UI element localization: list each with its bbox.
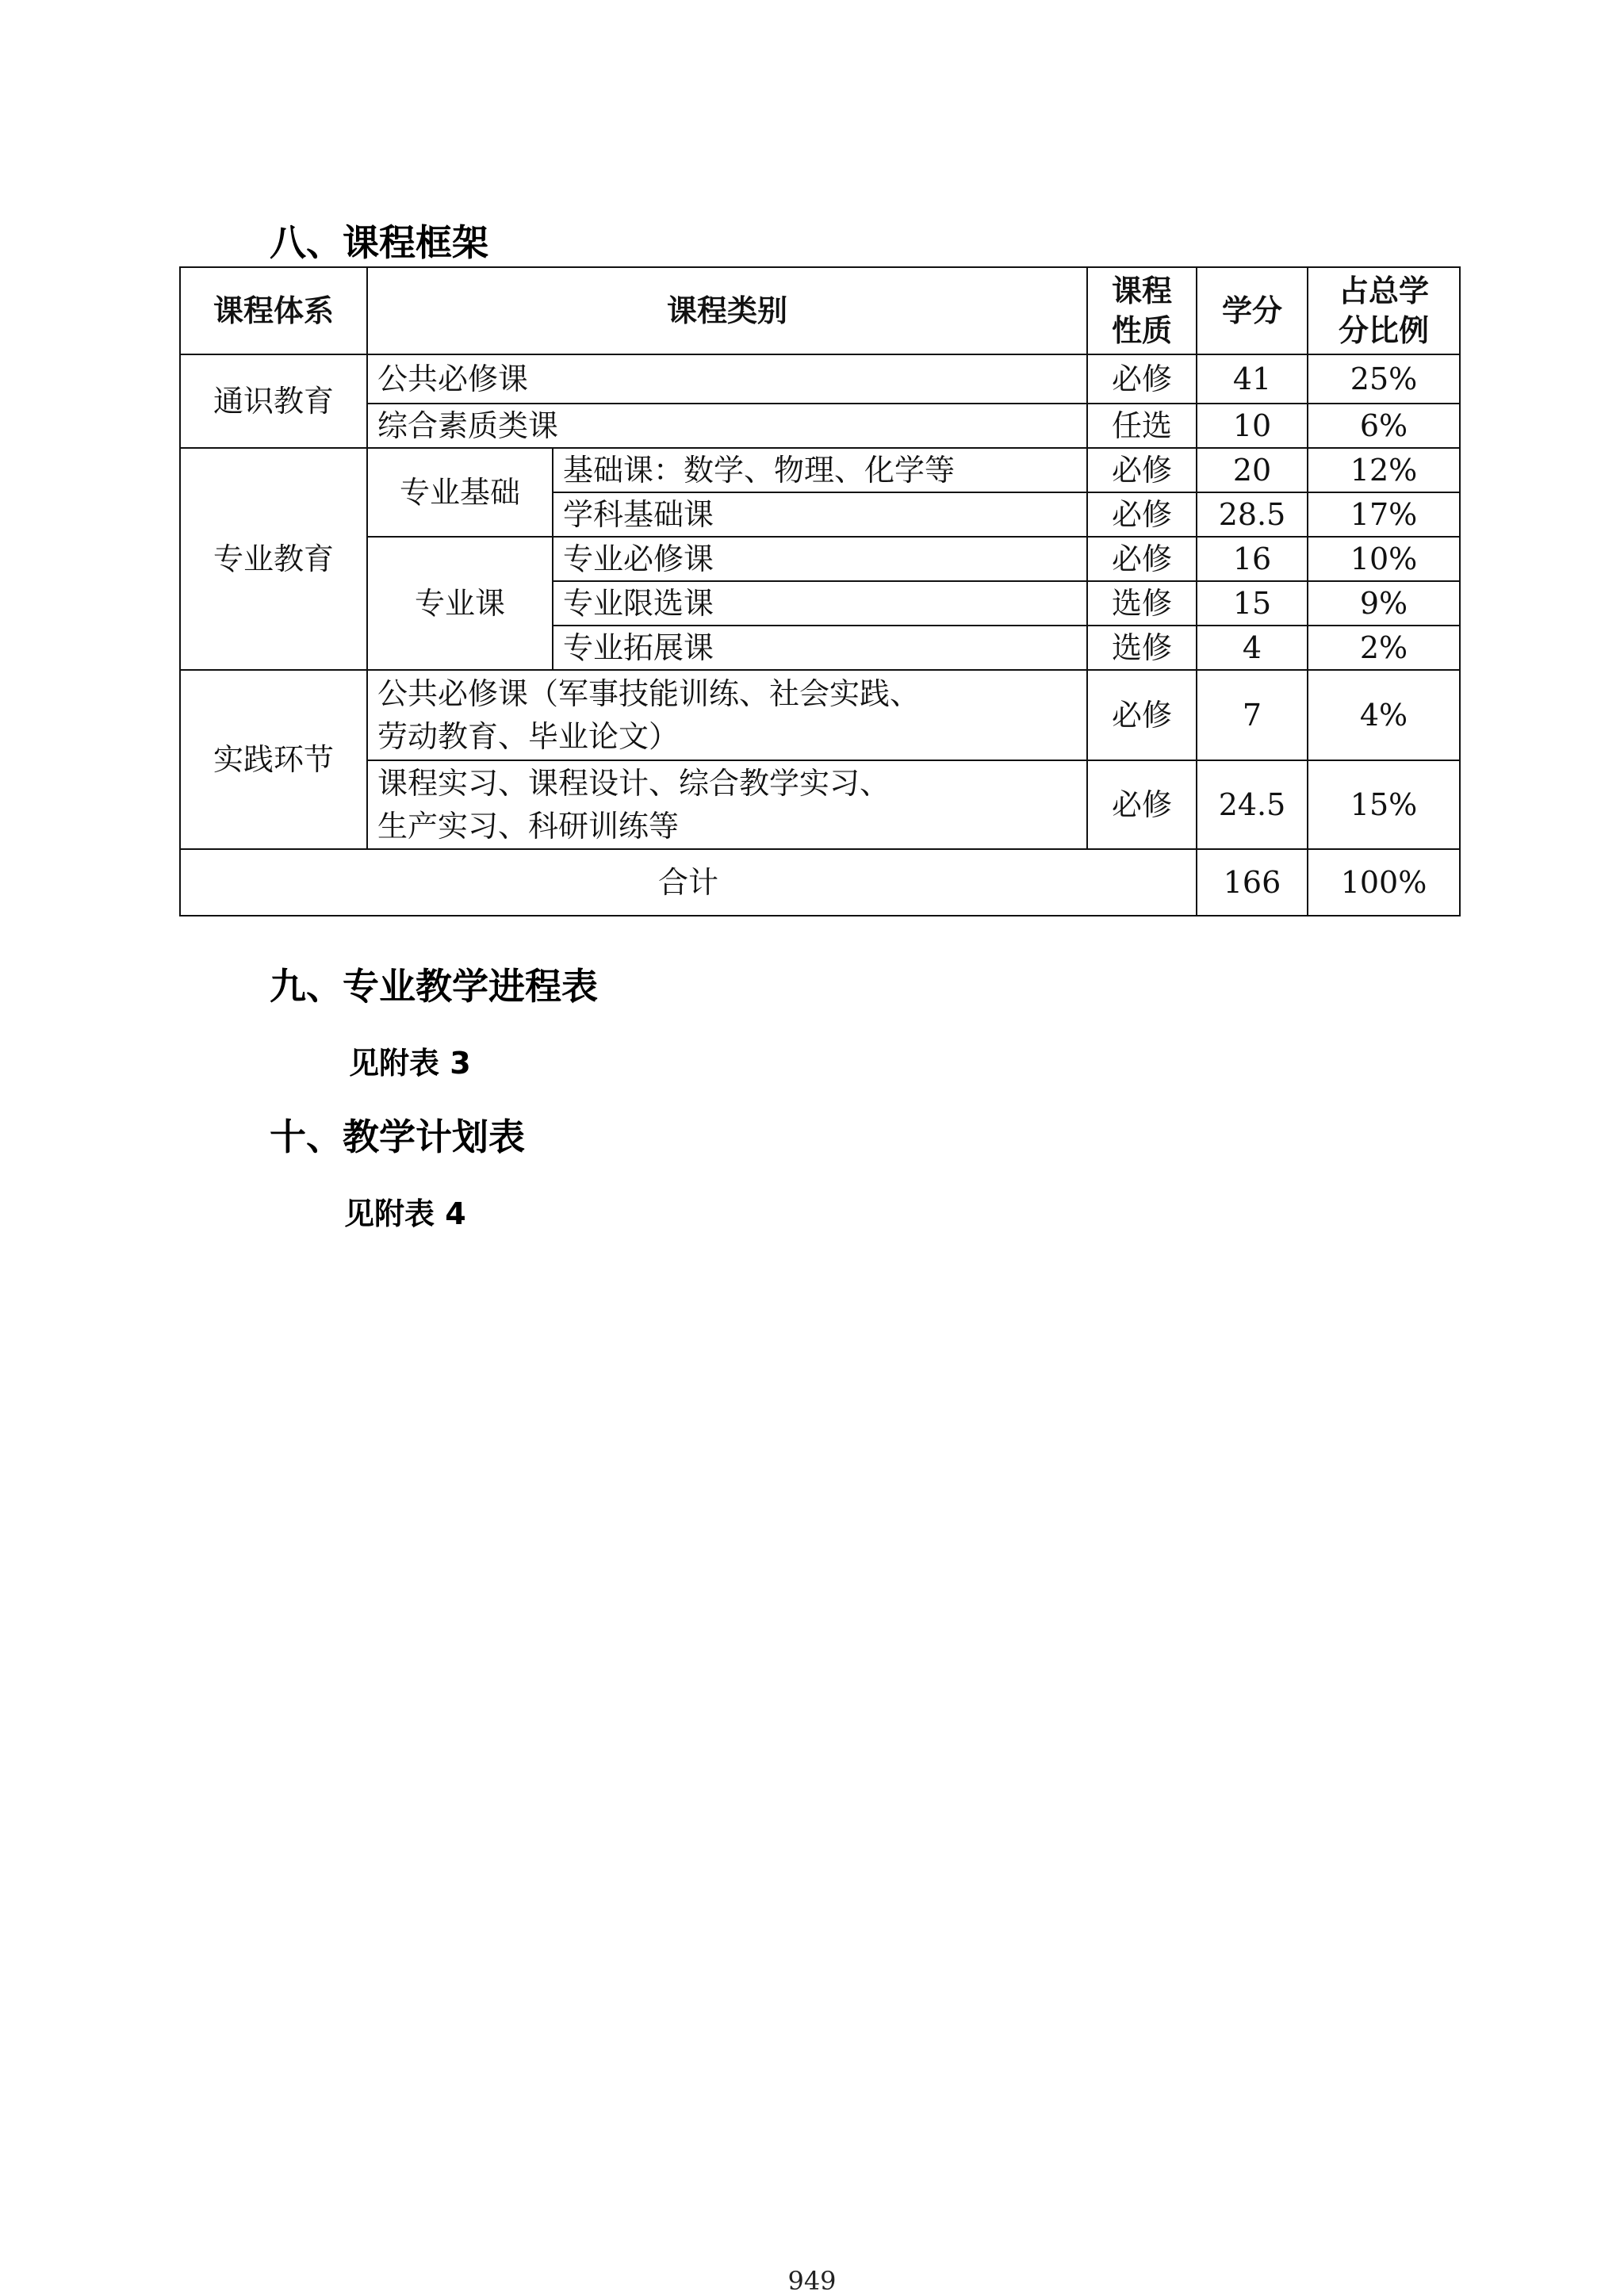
row-category-line2: 生产实习、科研训练等 <box>377 809 680 844</box>
section-9-title: 九、专业教学进程表 <box>270 965 598 1008</box>
row-category-line1: 课程实习、课程设计、综合教学实习、 <box>377 766 891 801</box>
total-ratio: 100% <box>1308 849 1460 916</box>
row-nature: 必修 <box>1087 537 1197 581</box>
row-credits: 41 <box>1197 354 1308 404</box>
row-nature: 必修 <box>1087 354 1197 404</box>
row-category <box>367 760 1087 849</box>
row-credits: 15 <box>1197 581 1308 626</box>
row-category-line1: 公共必修课（军事技能训练、社会实践、 <box>377 676 921 711</box>
row-credits: 24.5 <box>1197 760 1308 849</box>
row-credits: 20 <box>1197 448 1308 492</box>
group-practice: 实践环节 <box>180 670 367 849</box>
row-credits: 28.5 <box>1197 492 1308 537</box>
header-ratio-line2: 分比例 <box>1339 313 1430 348</box>
row-credits: 16 <box>1197 537 1308 581</box>
row-category: 综合素质类课 <box>367 404 1087 448</box>
row-credits: 4 <box>1197 626 1308 670</box>
row-ratio: 6% <box>1308 404 1460 448</box>
row-nature: 选修 <box>1087 581 1197 626</box>
group-general-education: 通识教育 <box>180 354 367 448</box>
row-category-line2: 劳动教育、毕业论文） <box>377 719 680 754</box>
table-row <box>180 760 1460 849</box>
section-9-note: 见附表 3 <box>349 1046 471 1081</box>
table-row <box>180 354 1460 404</box>
page-number: 949 <box>787 2266 837 2296</box>
section-10-title: 十、教学计划表 <box>270 1115 525 1158</box>
table-row <box>180 448 1460 492</box>
table-row <box>180 670 1460 760</box>
header-course-category: 课程类别 <box>367 267 1087 354</box>
row-nature: 必修 <box>1087 670 1197 760</box>
row-category: 专业必修课 <box>553 537 1087 581</box>
row-nature: 任选 <box>1087 404 1197 448</box>
table-row <box>180 537 1460 581</box>
header-course-nature <box>1087 267 1197 354</box>
row-nature: 选修 <box>1087 626 1197 670</box>
row-category: 公共必修课 <box>367 354 1087 404</box>
table-total-row <box>180 849 1460 916</box>
header-credits: 学分 <box>1197 267 1308 354</box>
header-ratio-line1: 占总学 <box>1339 274 1430 308</box>
header-course-nature-line1: 课程 <box>1112 274 1173 308</box>
section-8-title: 八、课程框架 <box>270 221 488 264</box>
row-category: 基础课：数学、物理、化学等 <box>553 448 1087 492</box>
row-credits: 10 <box>1197 404 1308 448</box>
row-ratio: 12% <box>1308 448 1460 492</box>
row-nature: 必修 <box>1087 448 1197 492</box>
course-framework-table <box>179 266 1461 916</box>
row-category: 学科基础课 <box>553 492 1087 537</box>
row-ratio: 10% <box>1308 537 1460 581</box>
row-ratio: 15% <box>1308 760 1460 849</box>
row-credits: 7 <box>1197 670 1308 760</box>
row-ratio: 2% <box>1308 626 1460 670</box>
header-ratio <box>1308 267 1460 354</box>
row-nature: 必修 <box>1087 492 1197 537</box>
total-label: 合计 <box>180 849 1197 916</box>
row-ratio: 25% <box>1308 354 1460 404</box>
total-credits: 166 <box>1197 849 1308 916</box>
row-category: 专业拓展课 <box>553 626 1087 670</box>
row-ratio: 9% <box>1308 581 1460 626</box>
header-course-system: 课程体系 <box>180 267 367 354</box>
row-nature: 必修 <box>1087 760 1197 849</box>
group-major-education: 专业教育 <box>180 448 367 670</box>
subgroup-major-basic: 专业基础 <box>367 448 553 537</box>
header-course-nature-line2: 性质 <box>1112 313 1173 348</box>
row-category: 专业限选课 <box>553 581 1087 626</box>
table-row <box>180 404 1460 448</box>
subgroup-major-course: 专业课 <box>367 537 553 670</box>
row-category <box>367 670 1087 760</box>
section-10-note: 见附表 4 <box>344 1196 466 1231</box>
row-ratio: 17% <box>1308 492 1460 537</box>
table-header-row <box>180 267 1460 354</box>
row-ratio: 4% <box>1308 670 1460 760</box>
